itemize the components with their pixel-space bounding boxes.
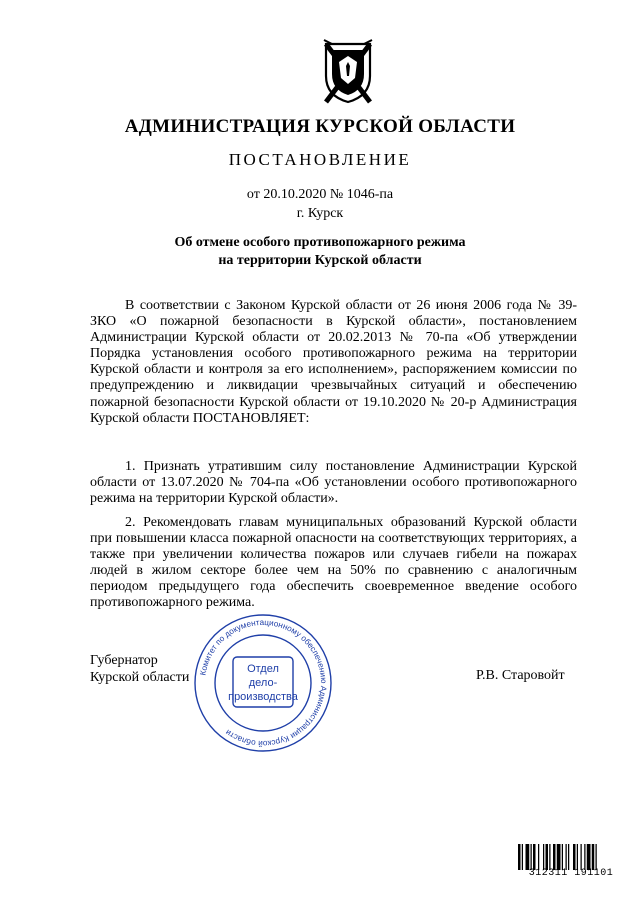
coat-of-arms-emblem <box>322 38 374 104</box>
barcode-bar <box>584 844 585 870</box>
signer-position <box>90 653 189 686</box>
barcode-bar <box>518 844 521 870</box>
barcode-bar <box>596 844 597 870</box>
signer-position-line2: Курской области <box>90 669 190 685</box>
barcode-bar <box>587 844 591 870</box>
barcode-bar <box>557 844 561 870</box>
barcode-number: 312311 191101 <box>528 868 614 879</box>
barcode-bar <box>543 844 544 870</box>
barcode <box>518 844 624 870</box>
barcode-bar <box>546 844 549 870</box>
barcode-bar <box>533 844 536 870</box>
office-stamp <box>190 610 336 756</box>
item-1-paragraph: 1. Признать утратившим силу постановление Администрации Курской области от 13.07.2020 № 704-па «Об установлении особого противопожарного режима на территории Курской области». <box>90 459 577 507</box>
stamp-outer-text: Комитет по документационному обеспечению Администрации Курской области <box>198 617 329 749</box>
signer-name: Р.В. Старовойт <box>476 668 565 683</box>
city: г. Курск <box>296 206 344 221</box>
barcode-bar <box>526 844 530 870</box>
organization-name: АДМИНИСТРАЦИЯ КУРСКОЙ ОБЛАСТИ <box>124 116 516 137</box>
document-title-line2: на территории Курской области <box>218 253 422 268</box>
stamp-inner-line2: дело- <box>248 677 278 689</box>
document-type: ПОСТАНОВЛЕНИЕ <box>228 150 412 169</box>
barcode-bar <box>573 844 576 870</box>
barcode-bar <box>553 844 556 870</box>
barcode-bar <box>566 844 567 870</box>
barcode-bar <box>568 844 569 870</box>
stamp-inner-line1: Отдел <box>247 663 279 675</box>
stamp-inner-line3: производства <box>228 691 298 703</box>
barcode-bar <box>538 844 539 870</box>
item-2-paragraph: 2. Рекомендовать главам муниципальных образований Курской области при повышении класса пожарной опасности на соответствующих территориях, а также при увеличении количества пожаров или случаев гибели на пожарах людей в жилом секторе более чем на 50% по сравнению с аналогичным периодом предыдущего года обеспечить своевременное введение особого противопожарного режима. <box>90 515 577 611</box>
document-title-line1: Об отмене особого противопожарного режима <box>174 235 466 250</box>
barcode-bar <box>531 844 532 870</box>
preamble-paragraph: В соответствии с Законом Курской области от 26 июня 2006 года № 39-ЗКО «О пожарной безопасности в Курской области», постановлением Администрации Курской области от 20.02.2013 № 70-па «Об утверждении Порядка установления особого противопожарного режима на территории Курской области и контроля за его исполнением», распоряжением комиссии по предупреждению и ликвидации чрезвычайных ситуаций и обеспечению пожарной безопасности Курской области от 19.10.2020 № 20-р Администрация Курской области ПОСТАНОВЛЯЕТ: <box>90 298 577 426</box>
date-number: от 20.10.2020 № 1046-па <box>246 187 394 202</box>
barcode-bar <box>562 844 563 870</box>
barcode-bar <box>549 844 550 870</box>
barcode-bar <box>581 844 582 870</box>
barcode-bar <box>577 844 578 870</box>
signer-position-line1: Губернатор <box>90 653 158 668</box>
barcode-bar <box>522 844 523 870</box>
barcode-bar <box>592 844 595 870</box>
